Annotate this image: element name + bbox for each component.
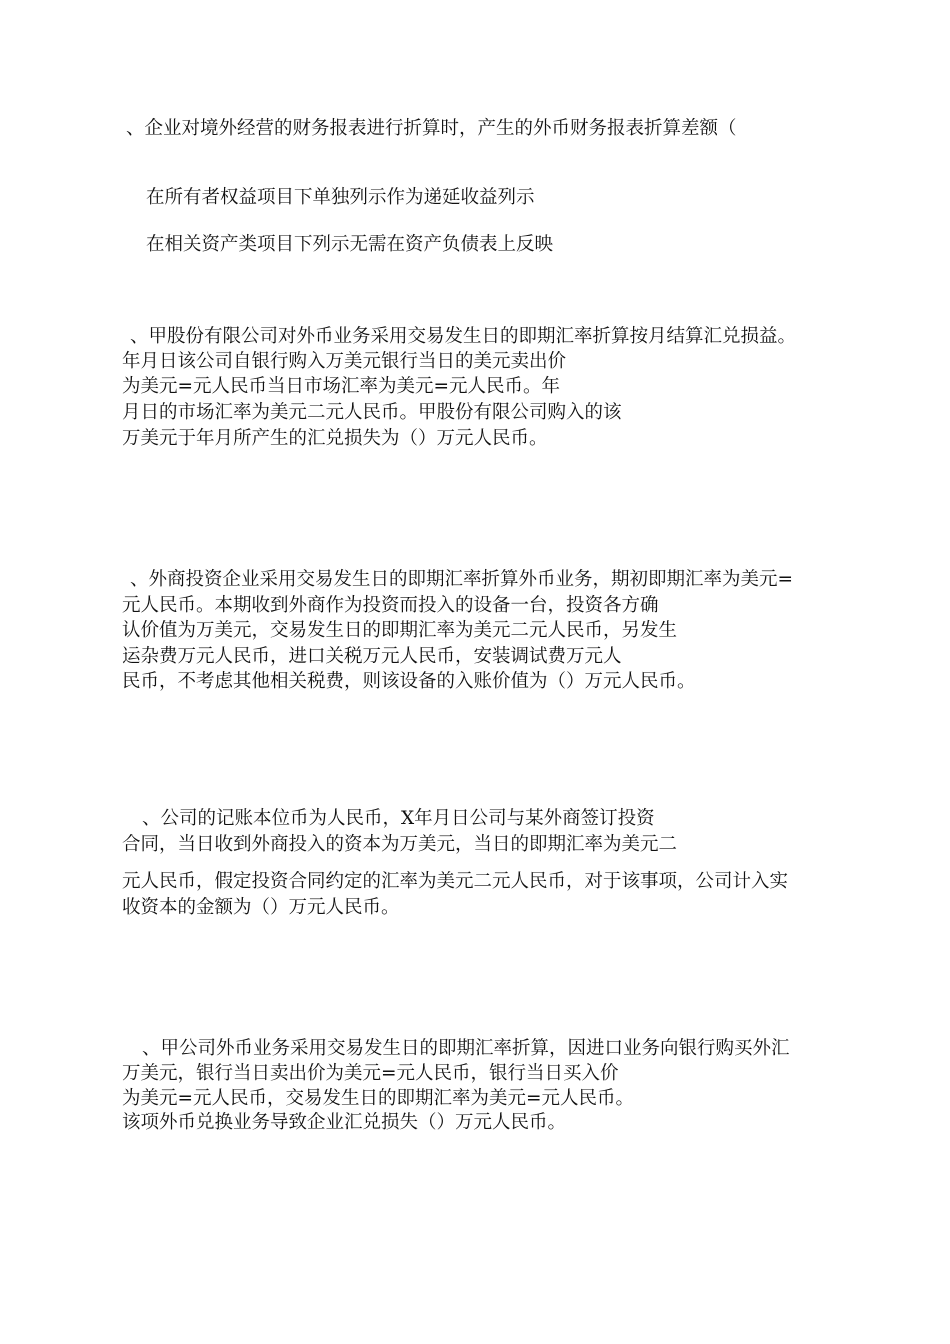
question-4-line-3: 元人民币，假定投资合同约定的汇率为美元二元人民币，对于该事项，公司计入实 <box>122 871 789 892</box>
question-2-line-4: 月日的市场汇率为美元二元人民币。甲股份有限公司购入的该 <box>122 402 622 423</box>
question-1-line-1: 、企业对境外经营的财务报表进行折算时，产生的外币财务报表折算差额（ <box>126 118 737 139</box>
question-5-line-3: 为美元=元人民币，交易发生日的即期汇率为美元=元人民币。 <box>122 1088 635 1109</box>
question-3-line-3: 认价值为万美元，交易发生日的即期汇率为美元二元人民币，另发生 <box>122 620 678 641</box>
question-4-line-4: 收资本的金额为（）万元人民币。 <box>122 897 400 918</box>
question-2-line-3: 为美元=元人民币当日市场汇率为美元=元人民币。年 <box>122 376 561 397</box>
question-2-line-5: 万美元于年月所产生的汇兑损失为（）万元人民币。 <box>122 428 548 449</box>
question-1-option-2: 在相关资产类项目下列示无需在资产负债表上反映 <box>146 234 554 255</box>
question-5-line-4: 该项外币兑换业务导致企业汇兑损失（）万元人民币。 <box>122 1112 567 1133</box>
question-4-line-1: 、公司的记账本位币为人民币，X年月日公司与某外商签订投资 <box>142 808 655 829</box>
question-1-option-1: 在所有者权益项目下单独列示作为递延收益列示 <box>146 187 535 208</box>
question-2-line-1: 、甲股份有限公司对外币业务采用交易发生日的即期汇率折算按月结算汇兑损益。 <box>130 326 797 347</box>
question-3-line-4: 运杂费万元人民币，进口关税万元人民币，安装调试费万元人 <box>122 646 622 667</box>
question-3-line-5: 民币，不考虑其他相关税费，则该设备的入账价值为（）万元人民币。 <box>122 671 696 692</box>
question-4-line-2: 合同，当日收到外商投入的资本为万美元，当日的即期汇率为美元二 <box>122 834 678 855</box>
question-3-line-2: 元人民币。本期收到外商作为投资而投入的设备一台，投资各方确 <box>122 595 659 616</box>
question-5-line-1: 、甲公司外币业务采用交易发生日的即期汇率折算，因进口业务向银行购买外汇 <box>142 1038 790 1059</box>
question-3-line-1: 、外商投资企业采用交易发生日的即期汇率折算外币业务，期初即期汇率为美元= <box>130 569 794 590</box>
question-5-line-2: 万美元，银行当日卖出价为美元=元人民币，银行当日买入价 <box>122 1063 619 1084</box>
question-2-line-2: 年月日该公司自银行购入万美元银行当日的美元卖出价 <box>122 351 567 372</box>
